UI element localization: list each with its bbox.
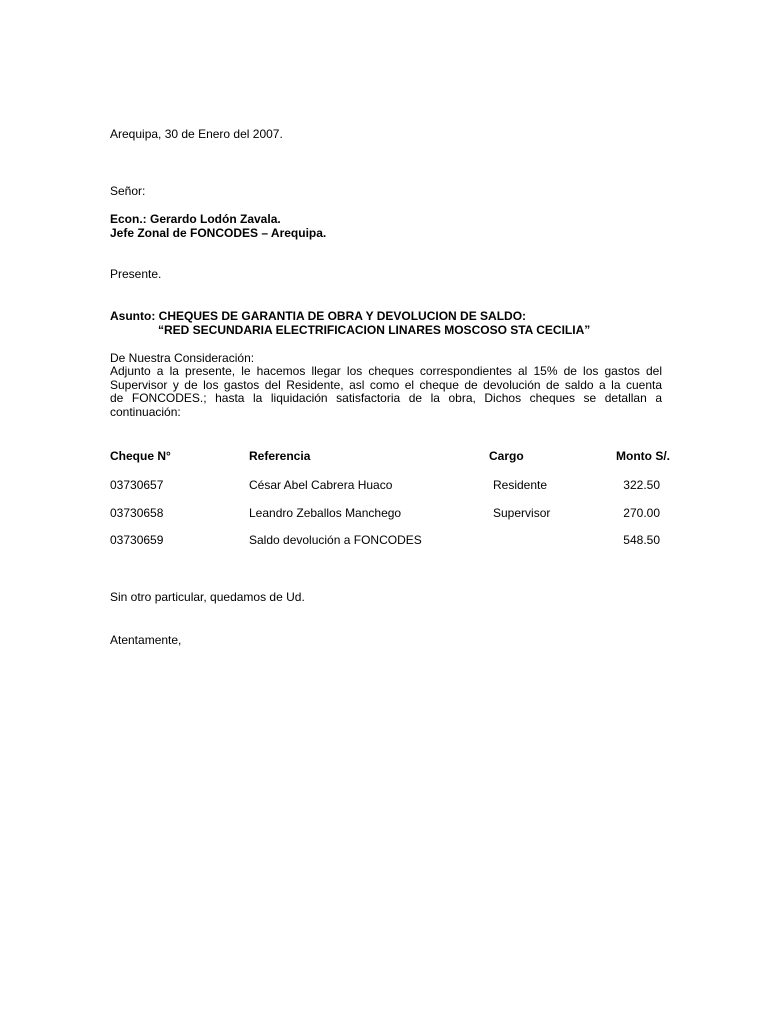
cargo: Supervisor xyxy=(493,506,551,520)
subject-line xyxy=(110,309,526,323)
table-header-cheque: Cheque N° xyxy=(110,449,171,463)
body-line: Adjunto a la presente, le hacemos llegar los cheques correspondientes al 15% de los gastos del xyxy=(110,364,662,378)
monto: 322.50 xyxy=(623,478,660,492)
monto: 270.00 xyxy=(623,506,660,520)
reference: César Abel Cabrera Huaco xyxy=(249,478,393,492)
closing-line: Sin otro particular, quedamos de Ud. xyxy=(110,590,305,604)
body-line: Supervisor y de los gastos del Residente, asl como el cheque de devolución de saldo a la cuenta xyxy=(110,377,662,392)
table-header-monto: Monto S/. xyxy=(616,449,670,463)
recipient-name: Econ.: Gerardo Lodón Zavala. xyxy=(110,212,281,226)
reference: Saldo devolución a FONCODES xyxy=(249,533,422,547)
cargo: Residente xyxy=(493,478,548,492)
recipient-title: Jefe Zonal de FONCODES – Arequipa. xyxy=(110,226,327,240)
cheque-number: 03730659 xyxy=(110,533,164,547)
body-line: de FONCODES.; hasta la liquidación satisfactoria de la obra, Dichos cheques se detallan a xyxy=(110,391,662,406)
monto: 548.50 xyxy=(623,533,660,547)
table-header-cargo: Cargo xyxy=(489,449,524,463)
subject-text: CHEQUES DE GARANTIA DE OBRA Y DEVOLUCION DE SALDO: xyxy=(158,309,527,323)
date-line: Arequipa, 30 de Enero del 2007. xyxy=(110,127,283,141)
presente-line: Presente. xyxy=(110,267,162,281)
greeting: De Nuestra Consideración: xyxy=(110,351,255,365)
subject-label: Asunto: xyxy=(110,309,156,323)
body-line: continuación: xyxy=(110,405,181,420)
reference: Leandro Zeballos Manchego xyxy=(249,506,402,520)
project-name: “RED SECUNDARIA ELECTRIFICACION LINARES MOSCOSO STA CECILIA” xyxy=(158,323,591,337)
cheque-number: 03730657 xyxy=(110,478,164,492)
cheque-number: 03730658 xyxy=(110,506,164,520)
salutation: Señor: xyxy=(110,184,146,198)
body-paragraph xyxy=(110,365,662,420)
signoff: Atentamente, xyxy=(110,633,182,647)
table-header-referencia: Referencia xyxy=(249,449,311,463)
